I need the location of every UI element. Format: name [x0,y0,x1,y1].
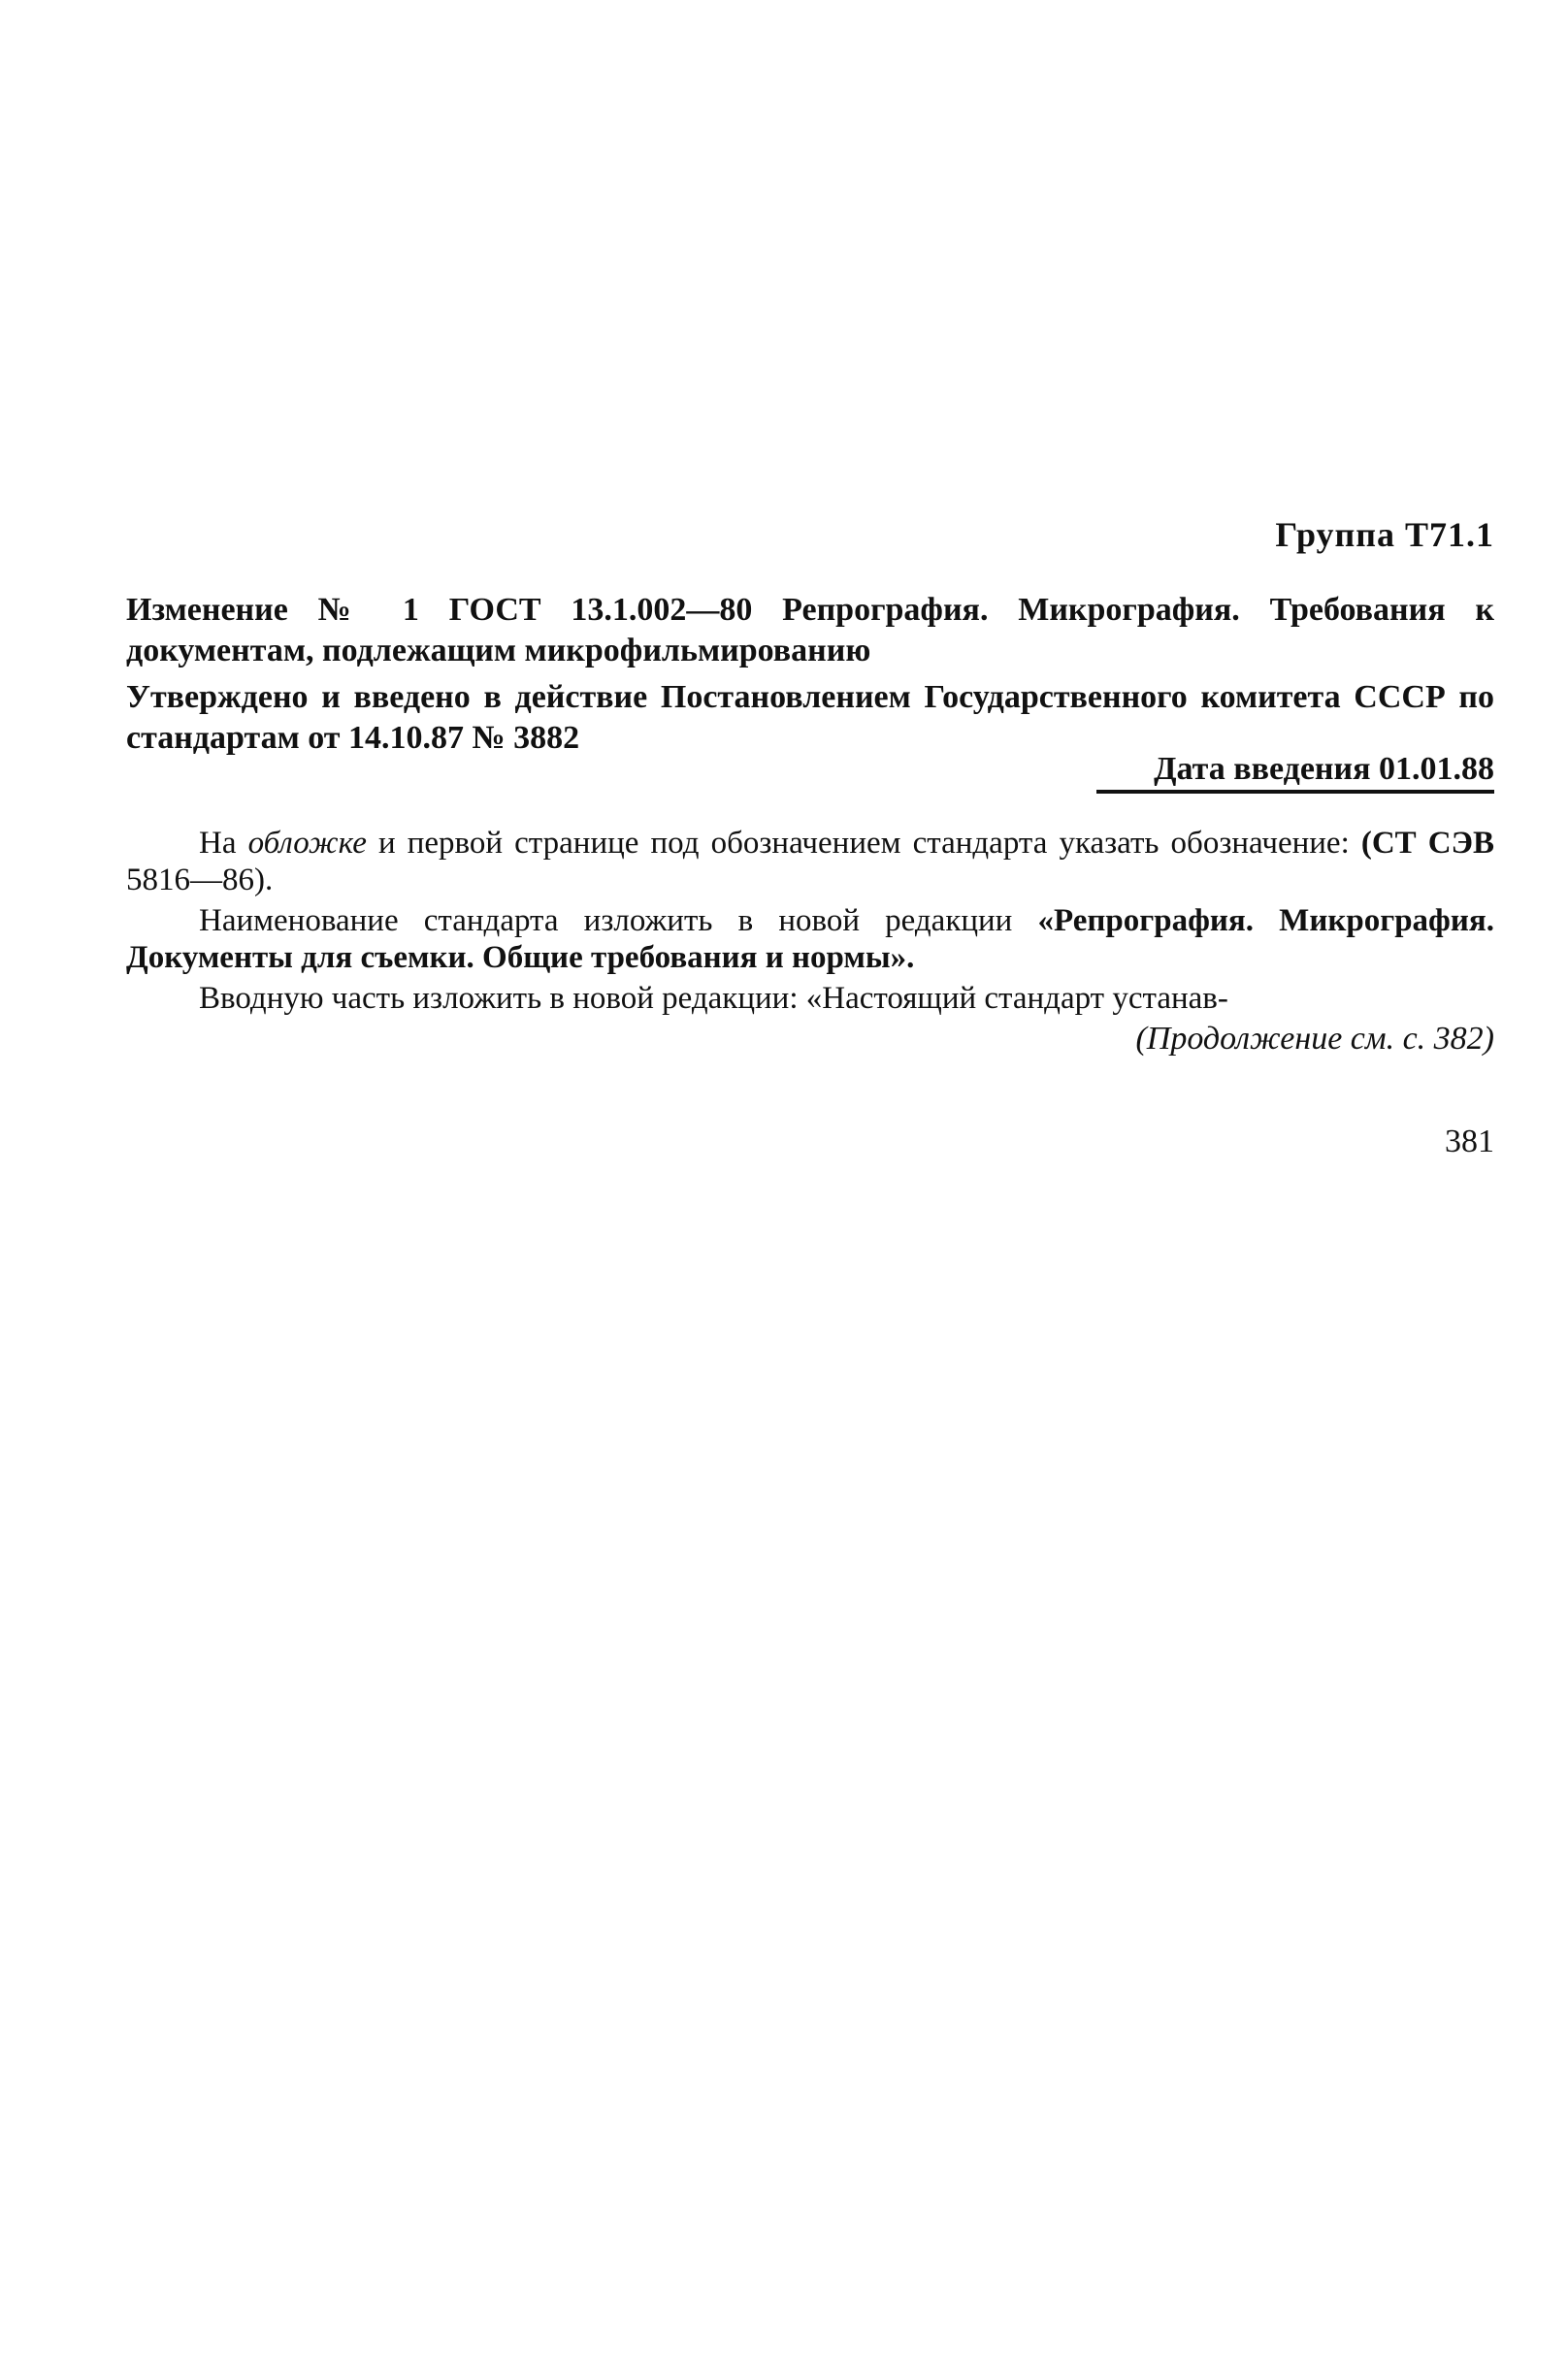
effective-date: Дата введения 01.01.88 [1154,751,1494,787]
amendment-body [126,825,1494,1021]
continuation-note: (Продолжение см. с. 382) [1135,1021,1494,1057]
effective-date-underline [1096,790,1494,794]
paragraph-title: Наименование стандарта изложить в новой редакции «Репрография. Микрография. Документы для съемки. Общие требования и нормы». [126,903,1494,975]
paragraph-cover: На обложке и первой странице под обозначением стандарта указать обозначение: (СТ СЭВ 5816—86). [126,826,1494,897]
page-number: 381 [1445,1123,1494,1159]
paragraph-intro: Вводную часть изложить в новой редакции: «Настоящий стандарт устанав- [199,981,1228,1016]
document-page [126,0,1494,2377]
approval-statement: Утверждено и введено в действие Постановлением Государственного комитета СССР по стандартам от 14.10.87 № 3882 [126,679,1494,756]
change-title: Изменение № 1 ГОСТ 13.1.002—80 Репрография. Микрография. Требования к документам, подлежащим микрофильмированию [126,592,1494,668]
group-code: Группа Т71.1 [1275,515,1494,554]
